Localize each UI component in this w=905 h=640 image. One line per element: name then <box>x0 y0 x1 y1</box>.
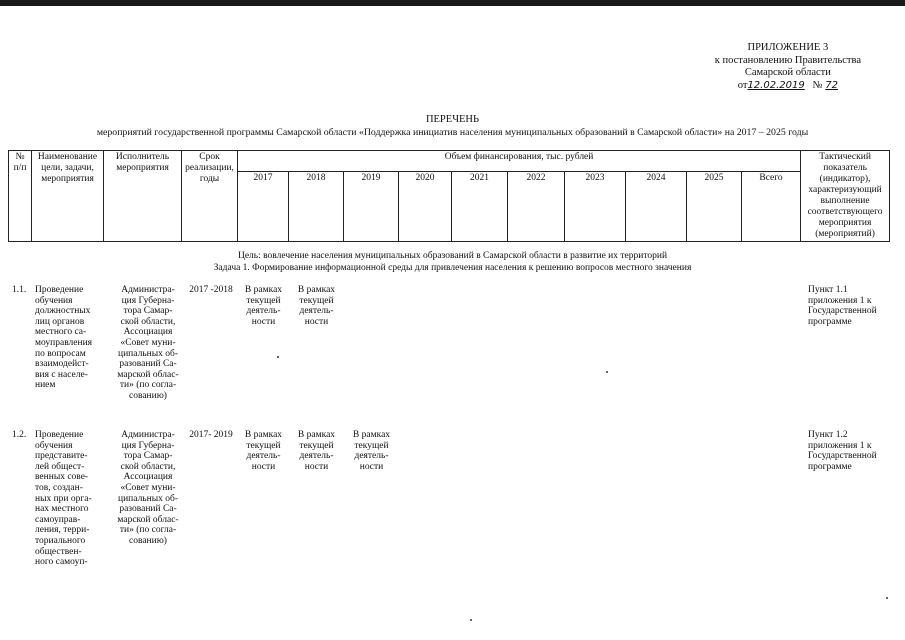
appendix-date-line <box>715 80 861 93</box>
task-text: Задача 1. Формирование информационной среды для привлечения населения к решению вопросов местного значения <box>213 263 692 273</box>
header-name: Наименование цели, задачи, мероприятия <box>32 151 104 242</box>
row-1-1-name: Проведение обучения должностных лиц органов местного са- моуправления по вопросам взаимодейст- вия с населе- нием <box>35 285 93 391</box>
header-year-2018: 2018 <box>289 172 344 242</box>
appendix-line2: к постановлению Правительства <box>714 54 861 66</box>
header-year-2021: 2021 <box>452 172 508 242</box>
row-1-1-2017: В рамках текущей деятель- ности <box>244 285 283 327</box>
scan-speck <box>277 356 279 358</box>
appendix-line3: Самарской области <box>744 67 831 78</box>
goal-text: Цель: вовлечение населения муниципальных образований в Самарской области в развитие их территорий <box>237 251 668 261</box>
header-year-2020: 2020 <box>399 172 452 242</box>
appendix-block <box>715 42 861 92</box>
appendix-from: от <box>737 79 748 91</box>
appendix-no: № <box>812 79 823 91</box>
appendix-number: 72 <box>825 79 838 91</box>
scan-speck <box>470 619 472 621</box>
table-header <box>8 150 890 242</box>
header-num: № п/п <box>9 151 32 242</box>
row-1-1-executor: Администра- ция Губерна- тора Самар- ской области, Ассоциация «Совет муни- ципальных об- разований Са- марской облас- ти» (по согла- сованию) <box>117 285 179 401</box>
row-1-2-2018: В рамках текущей деятель- ности <box>297 430 336 472</box>
row-1-2-executor: Администра- ция Губерна- тора Самар- ской области, Ассоциация «Совет муни- ципальных об- разований Са- марской облас- ти» (по согла- сованию) <box>117 430 179 546</box>
header-year-2022: 2022 <box>508 172 565 242</box>
row-1-1-num: 1.1. <box>12 285 27 295</box>
header-term: Срок реализации, годы <box>182 151 238 242</box>
appendix-line1: ПРИЛОЖЕНИЕ 3 <box>747 42 829 53</box>
header-year-2019: 2019 <box>344 172 399 242</box>
row-1-1-term: 2017 -2018 <box>189 285 233 295</box>
row-1-2-2017: В рамках текущей деятель- ности <box>244 430 283 472</box>
scan-speck <box>886 597 888 599</box>
header-year-2025: 2025 <box>687 172 742 242</box>
row-1-1-indicator: Пункт 1.1 приложения 1 к Государственной программе <box>808 285 877 327</box>
row-1-2-num: 1.2. <box>12 430 27 440</box>
row-1-2-term: 2017- 2019 <box>189 430 233 440</box>
header-indicator: Тактический показатель (индикатор), характеризующий выполнение соответствующего мероприятия (мероприятий) <box>801 151 890 242</box>
header-year-2023: 2023 <box>565 172 626 242</box>
document-title: ПЕРЕЧЕНЬ <box>425 114 480 125</box>
row-1-2-2019: В рамках текущей деятель- ности <box>352 430 391 472</box>
header-finance: Объем финансирования, тыс. рублей <box>238 151 801 172</box>
scan-top-border <box>0 0 905 6</box>
header-year-2017: 2017 <box>238 172 289 242</box>
scan-speck <box>606 371 608 373</box>
row-1-2-name: Проведение обучения представите- лей общест- венных сове- тов, создан- ных при орга- нах местного самоуправ- ления, терри- ториального обществен- ного самоуп- <box>35 430 92 568</box>
appendix-date: 12.02.2019 <box>747 79 805 91</box>
row-1-2-indicator: Пункт 1.2 приложения 1 к Государственной программе <box>808 430 877 472</box>
header-year-total: Всего <box>742 172 801 242</box>
header-year-2024: 2024 <box>626 172 687 242</box>
row-1-1-2018: В рамках текущей деятель- ности <box>297 285 336 327</box>
header-executor: Исполнитель мероприятия <box>104 151 182 242</box>
document-subtitle: мероприятий государственной программы Самарской области «Поддержка инициатив населения муниципальных образований в Самарской области» на 2017 – 2025 годы <box>96 127 809 138</box>
